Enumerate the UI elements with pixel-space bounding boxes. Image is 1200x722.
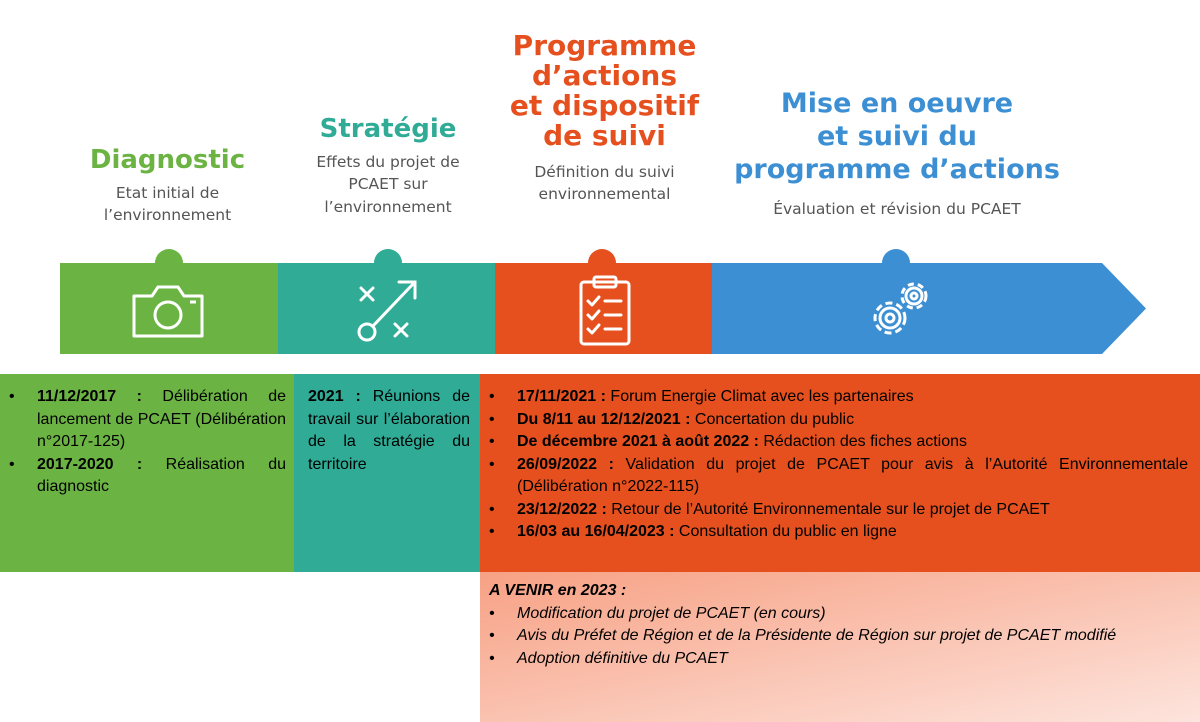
list-item: • 16/03 au 16/04/2023 : Consultation du public en ligne (480, 521, 1188, 544)
title-line: de suivi (543, 119, 666, 152)
list-item: • 26/09/2022 : Validation du projet de PCAET pour avis à l’Autorité Environnementale (Délibération n°2022-115) (480, 454, 1188, 499)
title-line: Mise en oeuvre (780, 88, 1014, 119)
avenir-box (480, 572, 1200, 722)
phase-subtitle (278, 151, 498, 218)
title-line: d’actions (532, 59, 677, 92)
subtitle-line: Etat initial de (115, 183, 220, 202)
list-item: • De décembre 2021 à août 2022 : Rédaction des fiches actions (480, 431, 1188, 454)
list-item: • 11/12/2017 : Délibération de lancement de PCAET (Délibération n°2017-125) (0, 386, 286, 454)
title-line: et dispositif (509, 89, 700, 122)
phase-title: Stratégie (319, 114, 457, 144)
title-line: programme d’actions (734, 154, 1060, 185)
subtitle-line: Évaluation et révision du PCAET (773, 200, 1021, 218)
strategie-box (294, 374, 480, 572)
list-item: • 23/12/2022 : Retour de l’Autorité Environnementale sur le projet de PCAET (480, 499, 1188, 522)
diagnostic-box (0, 374, 294, 572)
phase-subtitle (497, 161, 712, 206)
list-item: • Du 8/11 au 12/12/2021 : Concertation du public (480, 409, 1188, 432)
list-item: • Modification du projet de PCAET (en cours) (480, 603, 1188, 626)
title-line: Programme (512, 29, 697, 62)
subtitle-line: l’environnement (324, 197, 452, 216)
phase-diagnostic-header (60, 146, 275, 227)
phase-title (497, 31, 712, 151)
list-item: • 17/11/2021 : Forum Energie Climat avec les partenaires (480, 386, 1188, 409)
phase-programme-header (497, 31, 712, 206)
phase-mise-header (712, 87, 1082, 220)
title-line: et suivi du (817, 121, 977, 152)
gears-icon (860, 270, 940, 350)
subtitle-line: Effets du projet de (316, 152, 460, 171)
avenir-heading: A VENIR en 2023 : (489, 582, 627, 599)
phase-strategie-header (278, 115, 498, 218)
strategy-play-icon (347, 270, 427, 350)
list-item: • 2017-2020 : Réalisation du diagnostic (0, 454, 286, 499)
phase-title (712, 87, 1082, 186)
subtitle-line: environnemental (538, 185, 671, 204)
programme-box (480, 374, 1200, 572)
clipboard-checklist-icon (565, 270, 645, 350)
camera-icon (128, 270, 208, 350)
list-item: • Adoption définitive du PCAET (480, 648, 1188, 671)
subtitle-line: Définition du suivi (534, 163, 675, 181)
strategie-text: 2021 : Réunions de travail sur l’élaboration de la stratégie du territoire (308, 388, 470, 473)
phase-title: Diagnostic (89, 145, 246, 175)
phase-subtitle (712, 198, 1082, 220)
subtitle-line: PCAET sur (348, 175, 428, 194)
phase-subtitle (60, 182, 275, 227)
subtitle-line: l’environnement (103, 206, 232, 225)
list-item: • Avis du Préfet de Région et de la Présidente de Région sur projet de PCAET modifié (480, 625, 1188, 648)
